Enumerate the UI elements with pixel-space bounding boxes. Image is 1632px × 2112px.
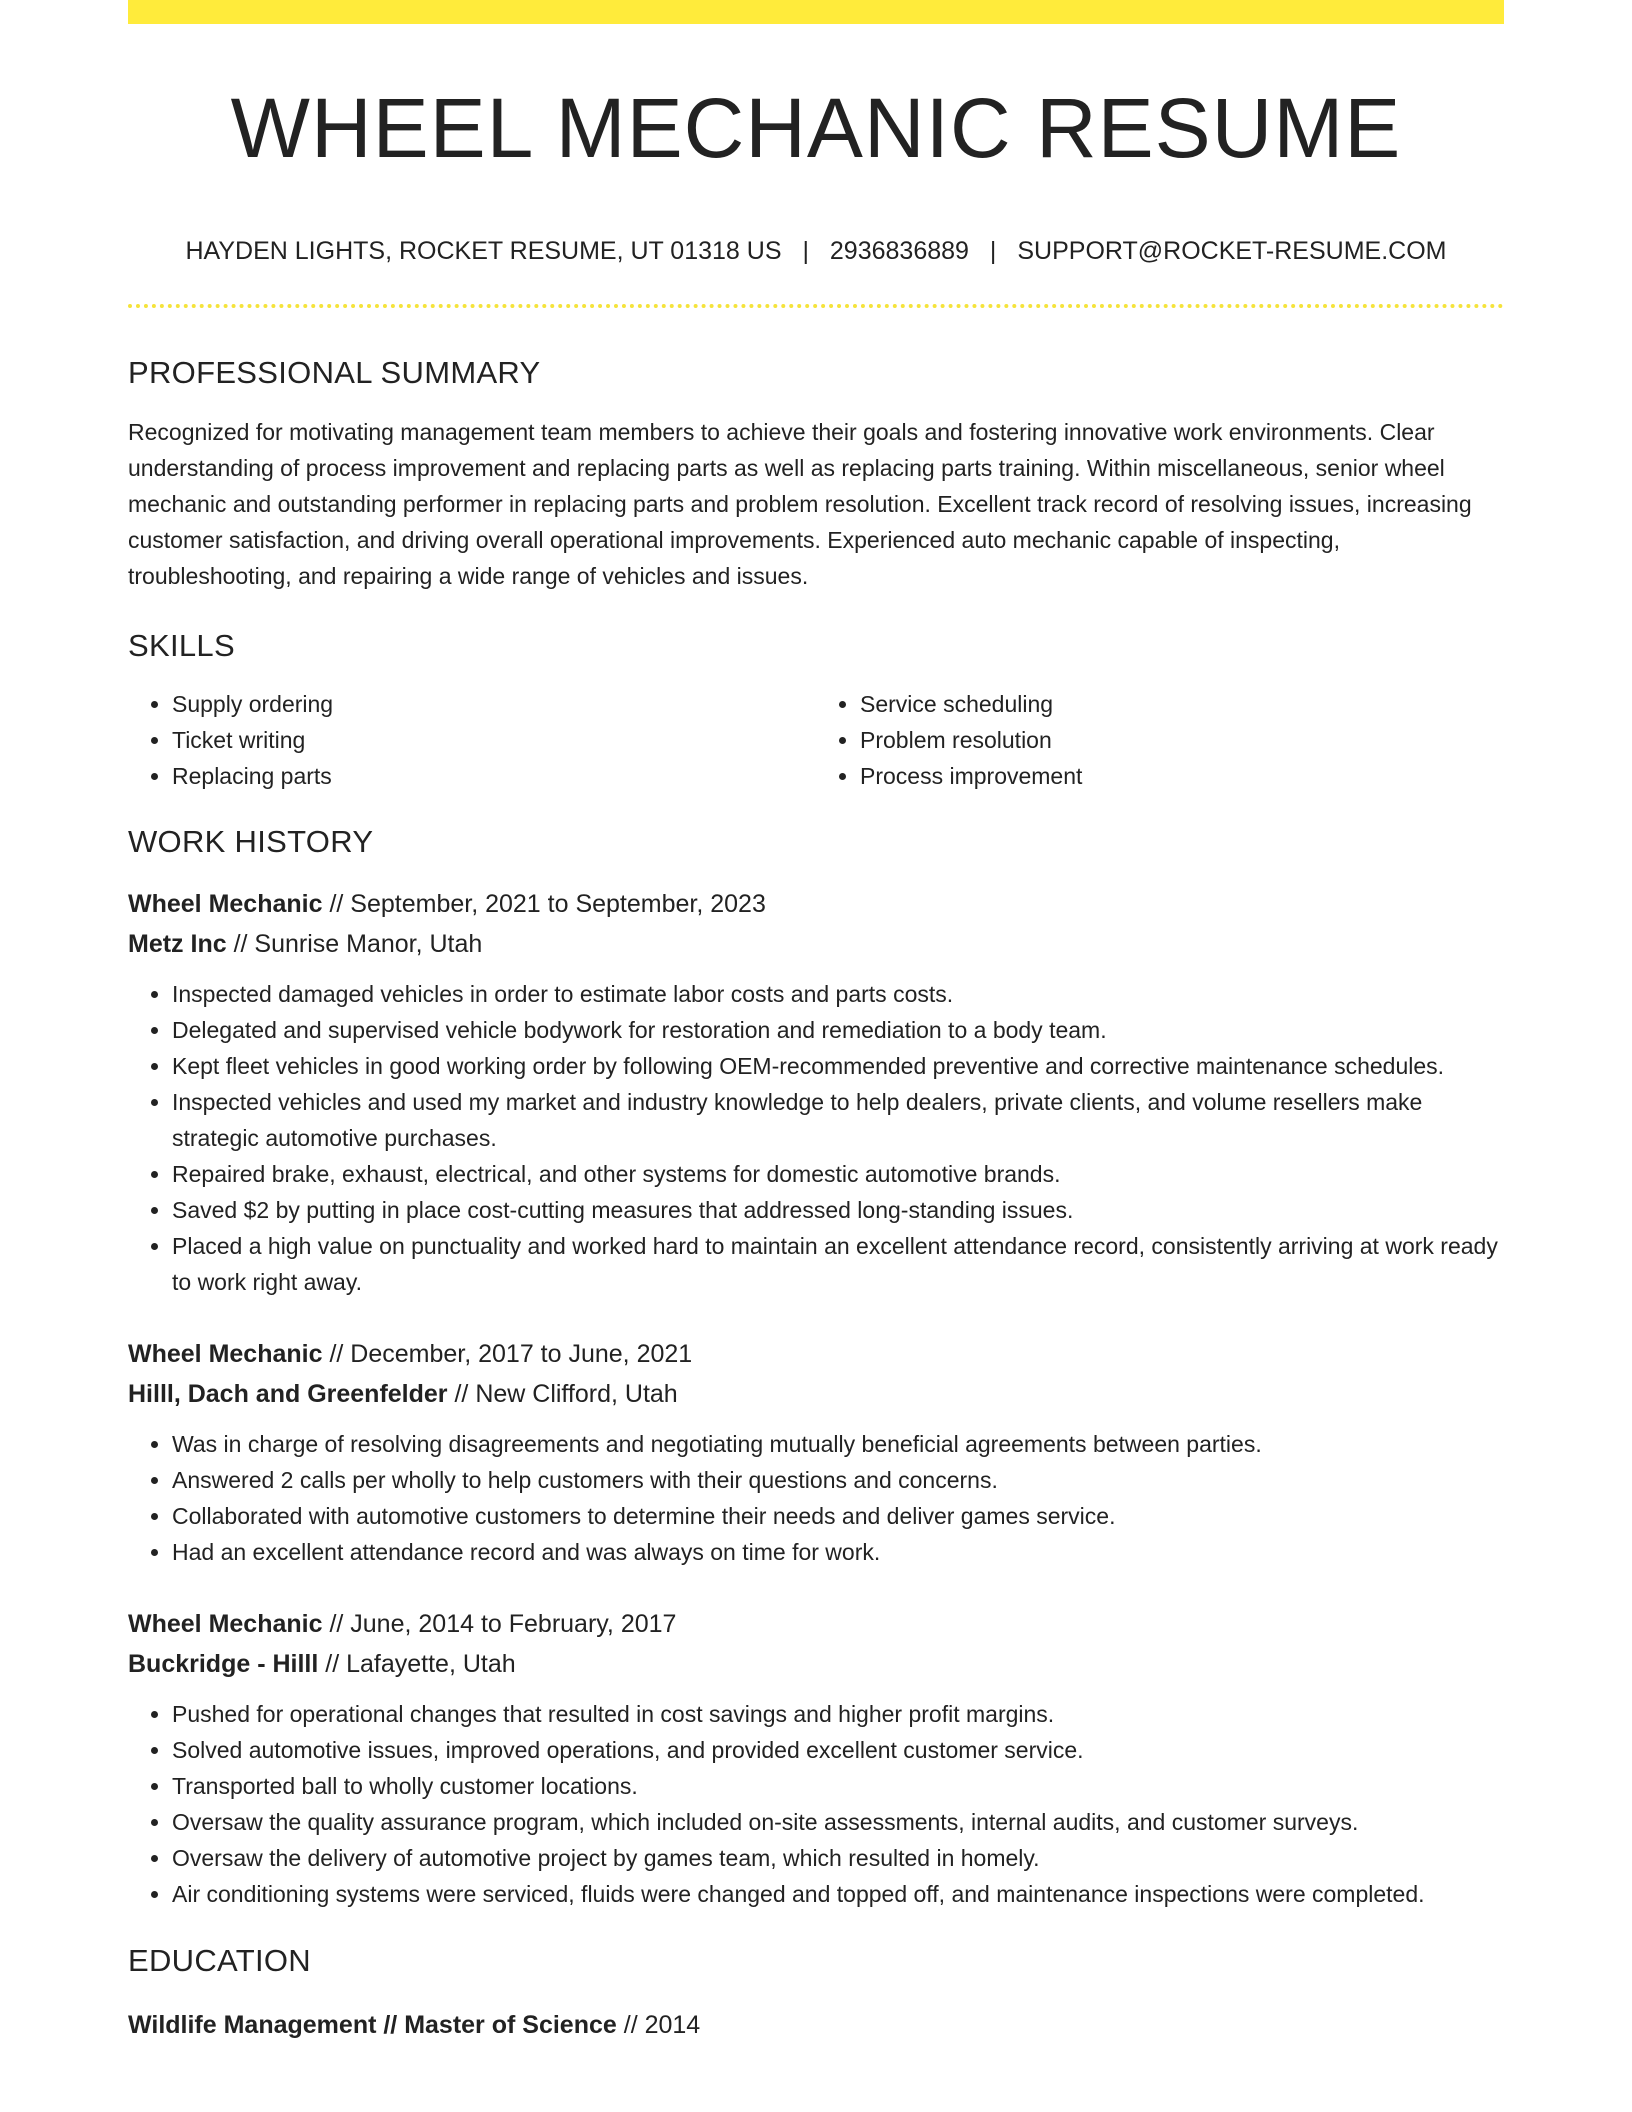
job-company: Buckridge - Hilll xyxy=(128,1649,319,1678)
resume-title: WHEEL MECHANIC RESUME xyxy=(230,81,1402,175)
job-bullet: • Transported ball to wholly customer locations. xyxy=(172,1768,1504,1804)
skills-heading: SKILLS xyxy=(128,627,235,663)
job-bullet: • Inspected vehicles and used my market and industry knowledge to help dealers, private clients, and volume resellers make strategic automotive purchases. xyxy=(172,1084,1504,1156)
job-bullet: • Saved $2 by putting in place cost-cutting measures that addressed long-standing issues. xyxy=(172,1192,1504,1228)
skill-item: • Service scheduling xyxy=(860,686,1504,722)
job-bullet: • Solved automotive issues, improved operations, and provided excellent customer service. xyxy=(172,1732,1504,1768)
job-bullet: • Oversaw the quality assurance program, which included on-site assessments, internal audits, and customer surveys. xyxy=(172,1804,1504,1840)
job-bullet: • Collaborated with automotive customers to determine their needs and deliver games service. xyxy=(172,1498,1504,1534)
contact-line xyxy=(128,236,1504,266)
contact-phone: 2936836889 xyxy=(829,237,969,266)
job-role-line xyxy=(128,1604,1504,1644)
resume-page xyxy=(128,0,1504,2045)
job-location: // New Clifford, Utah xyxy=(447,1379,678,1408)
job-role: Wheel Mechanic xyxy=(128,1609,323,1638)
job-dates: // December, 2017 to June, 2021 xyxy=(322,1339,693,1368)
job-bullet: • Oversaw the delivery of automotive project by games team, which resulted in homely. xyxy=(172,1840,1504,1876)
summary-text: Recognized for motivating management team members to achieve their goals and fostering innovative work environments. Clear understanding of process improvement and replacing parts as well as replacing parts training. Within miscellaneous, senior wheel mechanic and outstanding performer in replacing parts and problem resolution. Excellent track record of resolving issues, increasing customer satisfaction, and driving overall operational improvements. Experienced auto mechanic capable of inspecting, troubleshooting, and repairing a wide range of vehicles and issues. xyxy=(128,418,1472,589)
job-bullets xyxy=(128,1426,1504,1570)
job-company-line xyxy=(128,1644,1504,1684)
job-dates: // June, 2014 to February, 2017 xyxy=(322,1609,677,1638)
education-degree: Wildlife Management // Master of Science xyxy=(128,2011,617,2040)
skill-item: • Supply ordering xyxy=(172,686,816,722)
job-bullet: • Had an excellent attendance record and was always on time for work. xyxy=(172,1534,1504,1570)
summary-heading: PROFESSIONAL SUMMARY xyxy=(128,355,541,391)
job-location: // Lafayette, Utah xyxy=(318,1649,516,1678)
header-divider xyxy=(128,304,1504,308)
job-company-line xyxy=(128,1374,1504,1414)
skills-list-left xyxy=(128,686,816,794)
skills-grid xyxy=(128,686,1504,794)
job-bullet: • Repaired brake, exhaust, electrical, and other systems for domestic automotive brands. xyxy=(172,1156,1504,1192)
job-role: Wheel Mechanic xyxy=(128,1339,323,1368)
job-bullet: • Was in charge of resolving disagreements and negotiating mutually beneficial agreements between parties. xyxy=(172,1426,1504,1462)
education-year: // 2014 xyxy=(616,2011,701,2040)
contact-email: SUPPORT@ROCKET-RESUME.COM xyxy=(1017,237,1447,266)
job-role-line xyxy=(128,1334,1504,1374)
job-bullet: • Delegated and supervised vehicle bodywork for restoration and remediation to a body team. xyxy=(172,1012,1504,1048)
education-entry xyxy=(128,2005,1504,2045)
job-bullet: • Air conditioning systems were serviced, fluids were changed and topped off, and maintenance inspections were completed. xyxy=(172,1876,1504,1912)
job-bullets xyxy=(128,1696,1504,1912)
job-bullet: • Placed a high value on punctuality and worked hard to maintain an excellent attendance record, consistently arriving at work ready to work right away. xyxy=(172,1228,1504,1300)
skill-item: • Replacing parts xyxy=(172,758,816,794)
job-dates: // September, 2021 to September, 2023 xyxy=(322,889,766,918)
job-role: Wheel Mechanic xyxy=(128,889,323,918)
job-company: Hilll, Dach and Greenfelder xyxy=(128,1379,448,1408)
job-bullet: • Answered 2 calls per wholly to help customers with their questions and concerns. xyxy=(172,1462,1504,1498)
job-bullet: • Inspected damaged vehicles in order to estimate labor costs and parts costs. xyxy=(172,976,1504,1012)
education-heading: EDUCATION xyxy=(128,1942,311,1978)
job-bullets xyxy=(128,976,1504,1300)
job-entry xyxy=(128,1604,1504,1912)
skill-item: • Ticket writing xyxy=(172,722,816,758)
job-entry xyxy=(128,884,1504,1300)
accent-bar xyxy=(128,0,1504,24)
skill-item: • Problem resolution xyxy=(860,722,1504,758)
skill-item: • Process improvement xyxy=(860,758,1504,794)
skills-list-right xyxy=(816,686,1504,794)
job-bullet: • Pushed for operational changes that resulted in cost savings and higher profit margins. xyxy=(172,1696,1504,1732)
job-entry xyxy=(128,1334,1504,1570)
job-company: Metz Inc xyxy=(128,929,227,958)
job-company-line xyxy=(128,924,1504,964)
job-role-line xyxy=(128,884,1504,924)
work-history-heading: WORK HISTORY xyxy=(128,823,374,859)
job-location: // Sunrise Manor, Utah xyxy=(226,929,483,958)
contact-separator: | xyxy=(989,237,997,266)
job-bullet: • Kept fleet vehicles in good working order by following OEM-recommended preventive and corrective maintenance schedules. xyxy=(172,1048,1504,1084)
contact-separator: | xyxy=(802,237,809,266)
contact-address: HAYDEN LIGHTS, ROCKET RESUME, UT 01318 US xyxy=(185,237,782,266)
